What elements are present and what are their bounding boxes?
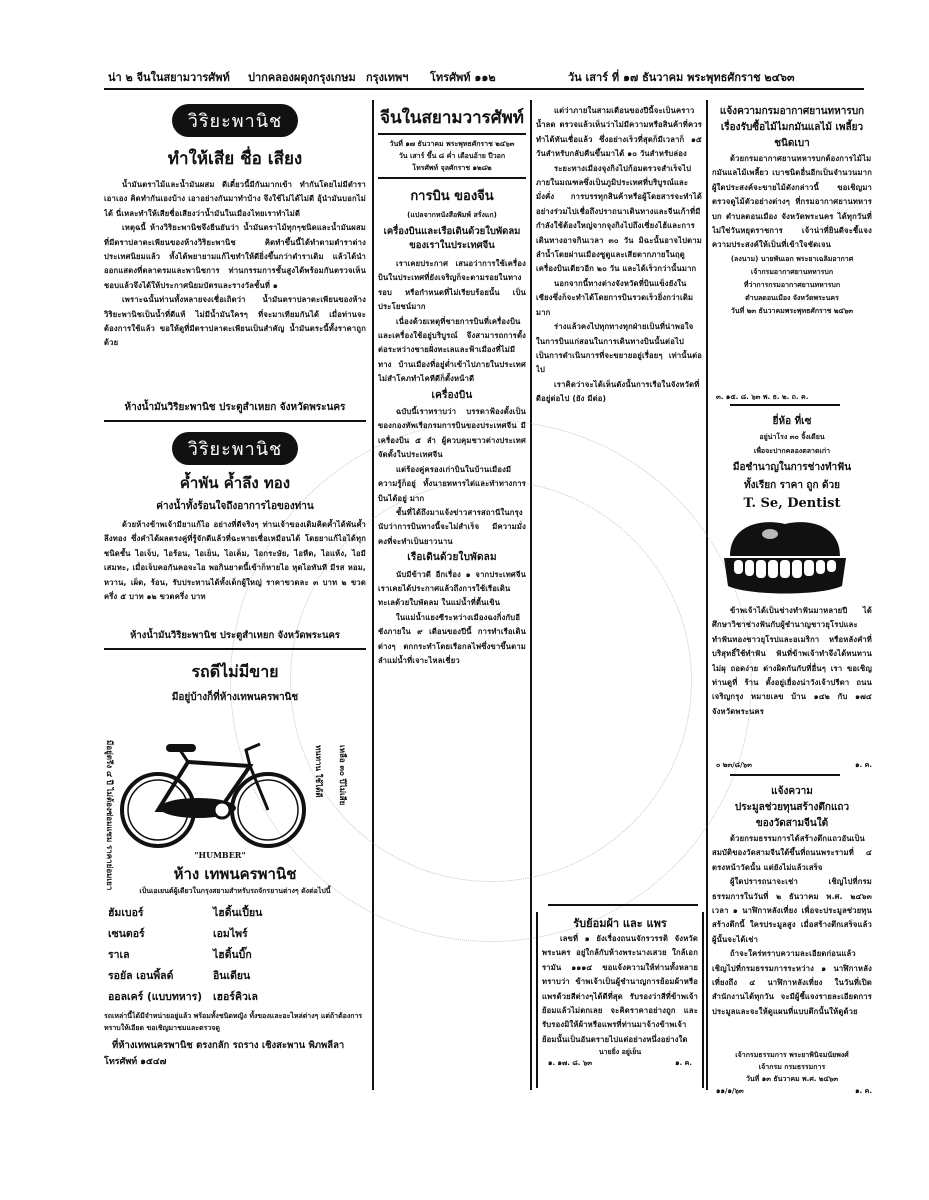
paragraph: แต่ว่าภายในสามเดือนของปีนี้จะเป็นคราวน้ำลด ตรวจแล้วเห็นว่าไม่มีความหรือสินค้าที่ควรทำได้ทันเชื่อแล้ว ซึ่งอย่างเร็วที่สุดก็มีเวลาก็ ๑๕ วันสำหรับกลับคืนขึ้นมาได้ ๑๐ วันสำหรับล่อง	[536, 106, 702, 159]
phone: โทรศัพท์ ๑๑๒	[430, 71, 496, 84]
article-subtitle: เครื่องบินและเรือเดินด้วยใบพัดลม ของเราในประเทศจีน	[383, 226, 521, 251]
temple-notice	[712, 832, 872, 1052]
notice-ref: ๑. ๑๗. ๘. ๖๓	[548, 1059, 593, 1068]
paragraph: ข้าพเจ้าได้เป็นช่างทำฟันมาหลายปี ได้ศึกษาวิชาช่างฟันกับผู้ชำนาญชาวยุโรปและทำฟันทองชาวยุโรปและอเมริกา หรือหลังคำที่บริสุทธิ์ใช้ทำฟัน ฟันที่ข้าพเจ้าทำจึงได้ทนทานไม่ผุ ถอดง่าย ต่างผิดกันกับที่อื่นๆ เรา ขอเชิญท่านดูที่ ร้าน ตั้งอยู่เยื่องน่าวังเจ้าปรีดา ถนนเจริญกรุง หมายเลข บ้าน ๑๔๒ กับ ๑๗๔ จังหวัดพระนคร	[712, 606, 872, 716]
brand-banner: วิริยะพานิช	[172, 104, 298, 137]
notice-sign-line: วันที่ ๒๓ ธันวาคมพระพุทธศักราช ๒๔๖๓	[730, 306, 854, 315]
brand-item: ไฮดิ้นบิ๊ก	[213, 949, 252, 961]
notice-sign-line: เจ้ากรมธรรมการ พระยาพินิจมนัยพงศ์	[735, 1051, 849, 1059]
notice-sign-line: ที่ว่าการกรมอากาศยานทหารบก	[743, 280, 841, 289]
section-rule	[730, 404, 840, 406]
issue-date: วัน เสาร์ ที่ ๑๗ ธันวาคม พระพุทธศักราช ๒๔๖๓	[568, 71, 795, 84]
paragraph: ฉบับนี้เราทราบว่า บรรดาฟ้องตั้งเป็นของกองทัพเรือกรมการบินของประเทศจีน มีเครื่องบิน ๕ ลำ ผู้ควบคุมชาวต่างประเทศจัดตั้งในประเทศจีน	[378, 407, 526, 460]
paragraph: ถ้าจะใคร่ทราบความละเอียดก่อนแล้ว เชิญไปที่กรมธรรมการระหว่าง ๑ นาฬิกาหลังเที่ยงถึง ๔ นาฬิกาหลังเที่ยง ในวันที่เปิดสำนักงานได้ทุกวัน จะมีผู้ชี้แจงรายละเอียดการประมูลและจะให้ดูแผนที่แบบตึกนั้นให้ดูด้วย	[712, 949, 872, 1016]
masthead	[108, 64, 860, 86]
vertical-caption-right: เหลือ ๓๐ ปีไม่เสีย	[338, 745, 347, 806]
shop-name: ห้าง เทพนครพานิช	[173, 865, 297, 883]
notice-sign-line: เจ้ากรมอากาศยานทหารบก	[750, 267, 834, 276]
brand-item: เซนตอร์	[108, 928, 145, 940]
notice-sign-line: วันที่ ๑๓ ธันวาคม พ.ศ. ๒๔๖๓	[745, 1075, 839, 1083]
paragraph: ผู้ใดปรารถนาจะเช่า เชิญไปที่กรมธรรมการในวันที่ ๒ ธันวาคม พ.ศ. ๒๔๖๓ เวลา ๑ นาฬิกาหลังเที่ยง เพื่อจะประมูลช่วยทุนสร้างตึกนี้ ใครประมูลสูง เมื่อสร้างตึกเสร็จแล้วผู้นั้นจะได้เช่า	[712, 877, 872, 944]
notice-ref: ๑. ค.	[855, 1087, 872, 1095]
masthead-rule	[104, 88, 864, 90]
bicycle-illustration-icon	[118, 740, 308, 850]
notice-sign-line: (ลงนาม) นายพันเอก พระยาเฉลิมอากาศ	[730, 254, 854, 263]
front-article-column	[378, 104, 526, 1094]
paragraph: แต่ร้องคู่ครองเก่าบินในบ้านเมืองมีความรู้ก็อยู่ ทั้งนายทหารไต่และทำทางการบินได้อยู่ มาก	[378, 464, 526, 503]
paragraph: ในแม่น้ำแยงซีระหว่างเมืองฉงกิ่งกับอีชังภายใน ๙ เดือนของปีนี้ การทำเรือเดินต่างๆ ตกกระทำโดยเรือกลไฟซึ่งขาขึ้นตามลำแม่น้ำที่เจาะไหลเชี่ยว	[378, 612, 526, 665]
paragraph: นับมีข้าวดี อีกเรื่อง ๑ จากประเทศจีนเราเคยได้ประกาศแล้วถึงการใช้เรือเดินทะเลด้วยใบพัดลม ในแม่น้ำที่ตื้นเขิน	[378, 569, 526, 608]
dentist-line: อยู่น่าโรง ๓๐ จิ้งเดียน	[759, 433, 825, 441]
dentist-thai-name: ยี่ห้อ ที่เซ	[772, 416, 812, 427]
paragraph: ด้วยกรมอากาศยานทหารบกต้องการไม้ไมกมันแลไม้เพลี้ยว เบาชนิดอื่นอีกเป็นจำนวนมาก ผู้ใดประสงค์จะขายไม้ดังกล่าวนี้ ขอเชิญมาตรวจดูไม้ตัวอย่างต่างๆ ที่กรมอากาศยานทหารบก ตำบลดอนเมือง จังหวัดพระนคร ได้ทุกวันที่ไม่ใช่วันหยุดราชการ เจ้าน่าที่ยินดีจะชี้แจงความประสงค์ให้เป็นที่เข้าใจชัดเจน	[712, 154, 872, 250]
paragraph: น้ำมันตราไม้และน้ำมันผสม ดีเดี๋ยวนี้มีกันมากเข้า ทำกันโดยไม่มีตำราเอาเอง คิดทำกันเองบ้าง เอาอย่างกันมาทำบ้าง จึงใช้ไม่ได้ไม่ดี อุ้นำมันบอกไม่ได้ นี่เหละทำให้เสียชื่อเสียงว่าน้ำมันในเมืองไทยเราทำไม่ดี	[104, 180, 366, 218]
section-rule	[730, 774, 840, 776]
dentist-line: ทั้งเรียก ราคา ถูก ด้วย	[744, 480, 840, 491]
paragraph: ด้วยกรมธรรมการได้สร้างตึกแถวอันเป็นสมบัติของวัดสามจีนใต้ขึ้นที่ถนนพระรามที่ ๔ ตรงหน้าวัดนั้น แต่ยังไม่แล้วเสร็จ	[712, 834, 872, 872]
notice-subtitle: เรื่องรับซื้อไม้ไมกมันแลไม้ เพลี้ยวชนิดเบา	[720, 122, 864, 149]
bicycle-brand-list	[108, 904, 318, 1005]
brand-item: รอยัล เอนพิ้ลด์	[108, 970, 174, 982]
bicycle-brand-label: "HUMBER"	[194, 850, 246, 860]
notice-footer	[538, 1058, 702, 1069]
ad-body	[712, 604, 872, 719]
city: กรุงเทพฯ	[366, 71, 409, 84]
article-continuation	[536, 104, 702, 884]
paragraph: เลขที่ ๑ ยังเรื่องถนนจักรวรรดิ จังหวัดพระนคร อยู่ใกล้กับห้างพระนางเสวย ใกล้เอกรามัน ๑๑๑๔ ขอแจ้งความให้ท่านทั้งหลายทราบว่า ข้าพเจ้าเป็นผู้ชำนาญการย้อมผ้าหรือแพรด้วยสีต่างๆได้ดีที่สุด รับรองว่าสีที่ข้าพเจ้าย้อมแล้วไม่ตกเลย จะคิดราคาอย่างถูก และรับรองมิให้ผ้าหรือแพรที่ท่านมาจ้างข้าพเจ้าย้อมนั้นเป็นอันตรายไปแต่อย่างหนึ่งอย่างใด	[542, 934, 698, 1044]
article-source: (แปลจากหนังสือพิมพ์ สรั่งแก)	[407, 211, 497, 219]
brand-item: ราเล	[108, 949, 130, 961]
shop-address: ที่ห้างเทพนครพานิช ตรงกลัก รถราง เชิงสะพาน พิภพลีลา	[112, 1040, 345, 1051]
dyeing-notice	[536, 912, 704, 1088]
notice-title: แจ้งความ	[771, 786, 813, 797]
page-label: น่า ๒ จีนในสยามวารศัพท์	[108, 71, 230, 84]
section-rule	[548, 904, 698, 906]
notice-title: รับย้อมผ้า และ แพร	[573, 917, 667, 930]
brand-item: ไฮดิ้นเปี้ยน	[213, 907, 263, 919]
issue-line: โทรศัพท์ จุลศักราช ๑๒๘๒	[378, 162, 526, 179]
paragraph: เหตุฉนี้ ห้างวิริยะพานิชจึงยืนยันว่า น้ำมันตราไม้ทุกๆชนิดและน้ำมันผสมที่มีตราปลาตะเพียนของห้างวิริยะพานิช คิดทำขึ้นนี้ได้ทำตามตำราต่างประเทศนิยมแล้ว ทั้งได้พยายามแก้ไขทำให้ดียิ่งขึ้นกว่าตำราเดิม แล้วได้นำออกแสดงที่ตลาดรมและพานิชการ ท่านกรรมการชั้นสูงได้พร้อมกันตรวจเห็นชอบแล้วจึงได้ให้ประกาศนิยมบัตรและรางวัลชั้นที่ ๑	[104, 223, 366, 290]
notice-body	[712, 152, 872, 253]
article-body	[378, 257, 526, 668]
notice-signature: นายยิ่ง อยู่เย็น	[598, 1048, 642, 1057]
brand-banner: วิริยะพานิช	[172, 432, 298, 465]
ad-viriya-oil	[104, 104, 366, 424]
notice-body	[538, 932, 702, 1047]
ad-signature: ห้างน้ำมันวิริยะพานิช ประตูสำเหยก จังหวัดพระนคร	[124, 402, 346, 413]
ad-cough-medicine	[104, 432, 366, 632]
notice-ref: ๑๑/๑/๖๓	[716, 1087, 744, 1095]
notice-title: แจ้งความกรมอากาศยานทหารบก	[719, 106, 865, 117]
paragraph: ร่างแล้วคงไปทุกทางทุกฝ่ายเป็นที่น่าพอใจในการบินแก่สอนในการเดินทางบินนั้นต่อไปเป็นการดำเนินการที่จะขยายอยู่เรื่อยๆ เท่านั้นต่อไป	[536, 322, 702, 375]
section-rule	[104, 420, 366, 422]
paragraph: เราคิดว่าจะได้เห็นดังนั้นการเรือในจังหวัดที่ดีอยู่ต่อไป (ยัง มีต่อ)	[536, 379, 700, 404]
shop-note: รถเหล่านี้ได้มีจำหน่ายอยู่แล้ว พร้อมทั้งชนิดหญิง ทั้งของและอะไหล่ต่างๆ แต่ถ้าต้องการทราบให้เอียด ขอเชิญมาชมและตรวจดู	[104, 1012, 363, 1032]
shop-phone: โทรศัพท์ ๑๕๔๗	[104, 1057, 167, 1067]
publisher-address: ปากคลองผดุงกรุงเกษม	[248, 71, 356, 84]
paragraph: ชั้นที่ได้ถึงมาแจ้งข่าวสารสถานีในกรุง นับว่าการบินทางนี้จะไม่สำเร็จ มีความมั่งคงที่จะทำเป็นยาวนาน	[378, 507, 526, 546]
vertical-caption-right: ทนทาน ใช้ได้ดี	[314, 745, 323, 798]
vertical-caption-left: มีอยู่ตรึง ๔ ปี ไม่ต้องซ่อมแซม ราคาย่อมเยา	[105, 740, 114, 891]
ad-ref: ๑. ค.	[855, 761, 872, 769]
ad-headline: ทำให้เสีย ชื่อ เสียง	[167, 149, 303, 169]
ad-body	[104, 178, 366, 351]
paragraph: เราเคยประกาศ เสนอว่าการใช้เครื่องบินในประเทศที่ยังเจริญก็จะตามรอยในทาง รอบ หรือกำหนดที่ไม่เรียบร้อยนั้น เป็นประโยชน์มาก	[378, 259, 526, 312]
ad-signature: ห้างน้ำมันวิริยะพานิช ประตูสำเหยก จังหวัดพระนคร	[130, 630, 340, 641]
issue-line: วันที่ ๑๗ ธันวาคม พระพุทธศักราช ๒๔๖๓	[389, 140, 515, 148]
shop-intro: เป็นเอเยนต์ผู้เดียวในกรุงสยามสำหรับรถจักรยานต่างๆ ดังต่อไปนี้	[139, 887, 331, 895]
article-title: การบิน ของจีน	[410, 189, 494, 204]
bicycle-ad-subheadline: มีอยู่บ้างก็ที่ห้างเทพนครพานิช	[171, 692, 299, 703]
section-heading: เรือเดินด้วยใบพัดลม	[407, 552, 497, 564]
brand-item: เอมไพร์	[213, 928, 248, 940]
notice-sign-line: เจ้ากรม กรมธรรมการ	[758, 1063, 826, 1071]
notice-subtitle: ประมูลช่วยทุนสร้างตึกแถว	[734, 802, 850, 813]
ad-body	[104, 518, 366, 604]
paragraph: ด้วยห้างข้าพเจ้ามียาแก้ไอ อย่างที่ดีจริงๆ ท่านเจ้าของเดิมคิดค้ำได้พันค้ำลึงทอง ซึ่งคำได้ผลตรงคู่ที่รู้จักดีแล้วที่ฉะหายเชื่อเหมือนได้ โดยยาแก้ไอได้ทุกชนิดชั้น ไอเจ็บ, ไอร้อน, ไอเย็น, ไอเค็ม, ไอกระษัย, ไอหืด, ไอแห้ง, ไอมีเสมหะ, เมื่อเจ็บคอกันคอจะไอ พอกินยาตนี้เข้าก็หายไอ หุดไอทันที มีรส หอม, หวาน, เผ็ด, ร้อน, รับประทานได้ทั้งเด็กผู้ใหญ่ ราคาขวดละ ๓ บาท ๒ ขวดครึ่ง ๕ บาท ๑๒ ขวดครึ่ง บาท	[104, 520, 366, 602]
ad-subheadline: ค่างน้ำทั้งร้อนใจถึงอาการไอของท่าน	[156, 501, 314, 512]
dentist-line: เพื่อจะปากคลองตลาดเก่า	[753, 447, 831, 455]
notice-ref: ๑. ค.	[675, 1059, 692, 1068]
brand-item: ออลเคร์ (แบบทหาร)	[108, 991, 203, 1003]
brand-item: อินเดียน	[213, 970, 251, 982]
section-heading: เครื่องบิน	[431, 389, 473, 401]
brand-item: ฮัมเบอร์	[108, 907, 144, 919]
dentist-footer	[716, 760, 872, 771]
ad-ref: ๐ ๒๓/๘/๖๓	[716, 761, 752, 769]
dentist-ad-body	[712, 604, 872, 784]
dentist-line: มือชำนาญในการช่างทำฟัน	[732, 462, 852, 473]
paragraph: ระยะทางเมืองจุงกิงไปก้อมตรวจสำเร็จไปภายในมณฑลซึ่งเป็นภูมิประเทศที่บริบูรณ์และมั่งคั่ง การบรรทุกสินค้าหรือผู้โดยสารจะทำได้อย่างร่วมไปเชื่อถึงปราถนาเดินทางและจีนเก้าที่มีกำลังใช้ต้องใหญ่จากจุงกิงไปถึงเซี่ยงไฮ้และการเดินทางอาจกินเวลา ๓๐ วัน มิฉะนั้นอาจไปตามลำน้ำโดยผ่านเมืองซูตูและเสียตากภายในฤดูเครื่องบินเดียวอีก ๒๐ วัน และได้เร็วกว่านั้นมาก	[536, 163, 702, 274]
ad-headline: ค้ำพัน ค้ำลึง ทอง	[179, 474, 291, 492]
dentures-illustration-icon	[720, 516, 850, 596]
notice-subtitle: ของวัดสามจีนใต้	[755, 818, 829, 829]
air-force-notice	[712, 104, 872, 404]
notice-body	[712, 832, 872, 1019]
notice-footer	[716, 1086, 872, 1097]
paragraph: เนื่องด้วยเหตุที่ชายการบินที่เครื่องบินและเครื่องใช้อยู่บริบูรณ์ จึงสามารถการตั้งต่อระหว่างชายฝั่งทะเลและฟ้าเมืองที่ไม่มีทาง บ้านเมืองที่อยู่ต่ำเข้าไปภายในประเทศไม่สำโคภทำไคทีดีก็ตั้งหน้าดี	[378, 316, 526, 384]
paragraph: นอกจากนี้ทางต่างจังหวัดที่บินแข็งยังในเชียงซึ่งก็จะทำได้โดยการบินรวดเร็วยิ่งกว่าเดิมมาก	[536, 278, 694, 317]
notice-footer: ๓. ๑๕. ๘. ๖๓ พ. ธ. ๒. ถ. ค.	[716, 393, 809, 401]
dentist-english-name: T. Se, Dentist	[743, 496, 841, 511]
newspaper-nameplate: จีนในสยามวารศัพท์	[378, 104, 526, 135]
article-body	[536, 104, 702, 407]
notice-sign-line: ตำบลดอนเมือง จังหวัดพระนคร	[745, 293, 839, 302]
bicycle-ad-headline: รถดีไม่มีขาย	[191, 662, 279, 681]
issue-line: วัน เสาร์ ขึ้น ๘ ค่ำ เดือนอ้าย ปีวอก	[398, 152, 506, 160]
section-rule	[104, 648, 366, 650]
paragraph: เพราะฉนั้นท่านทั้งหลายจงเชื่อเถิดว่า น้ำมันตราปลาตะเพียนของห้างวิริยะพานิชเป็นน้ำที่ดีแท้ ไม่มีน้ำมันใครๆ ที่จะมาเทียมกันได้ เมื่อท่านจะต้องการใช้แล้ว ขอให้ดูที่มีตราปลาตะเพียนเป็นสำคัญ น้ำมันตระนี้ทั้งราคาถูกด้วย	[104, 295, 366, 348]
brand-item: เฮอร์คิวเล	[213, 991, 258, 1003]
